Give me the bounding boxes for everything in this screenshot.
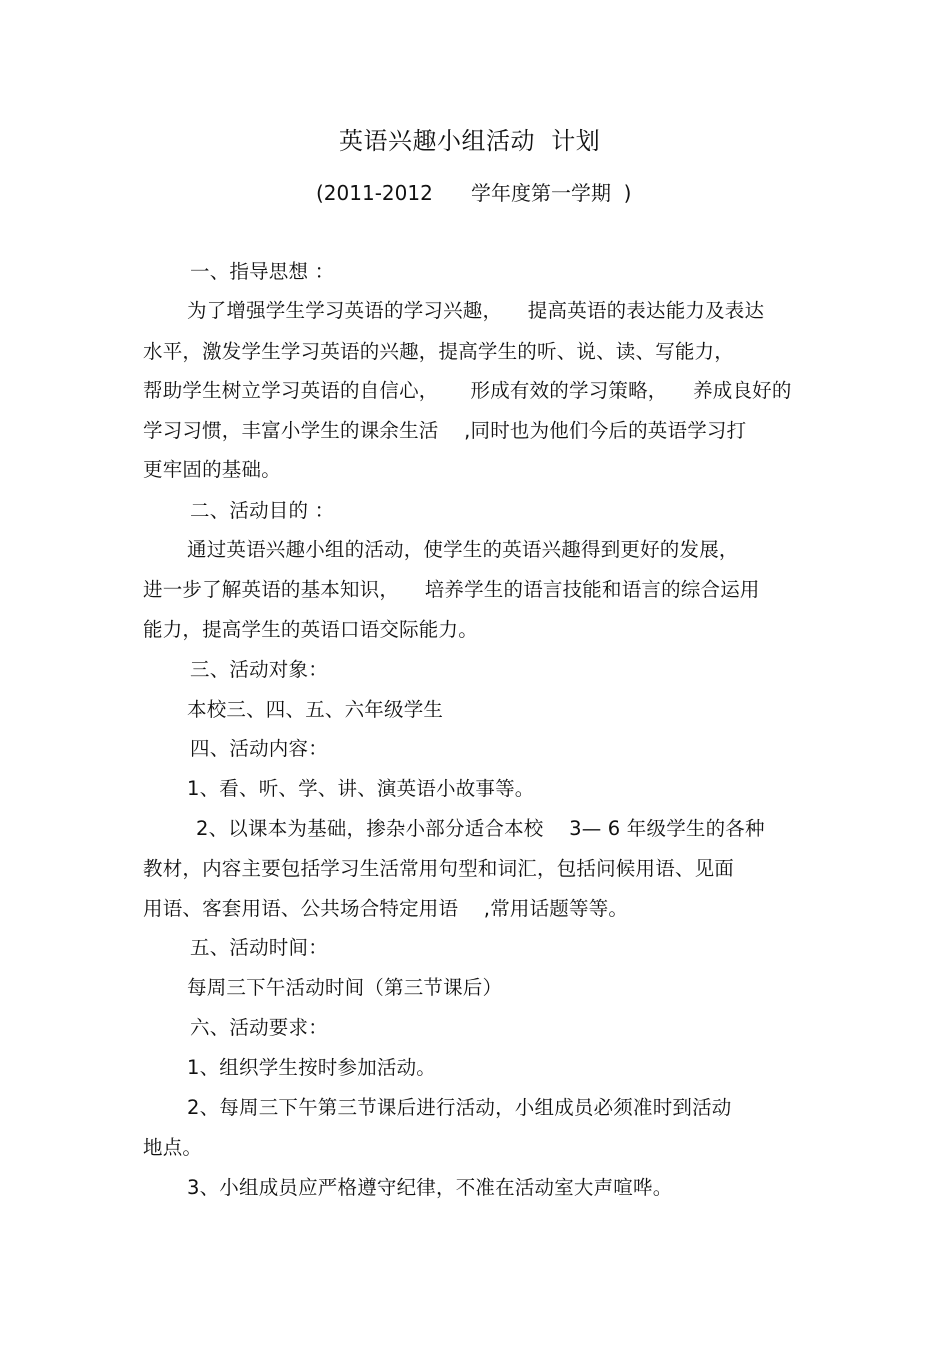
paragraph-line: 更牢固的基础。 bbox=[143, 458, 281, 481]
section-heading-activity-target: 三、活动对象： bbox=[190, 658, 328, 681]
section-heading-activity-time: 五、活动时间： bbox=[190, 936, 328, 959]
section-heading-activity-content: 四、活动内容： bbox=[190, 737, 328, 760]
section-heading-guiding-thought: 一、指导思想 ： bbox=[190, 260, 335, 283]
list-item: 1、看、听、学、讲、演英语小故事等。 bbox=[187, 777, 535, 800]
paragraph-line: 为了增强学生学习英语的学习兴趣， 提高英语的表达能力及表达 bbox=[187, 299, 765, 322]
document-subtitle: (2011-2012 学年度第一学期 ) bbox=[316, 181, 632, 205]
document-title: 英语兴趣小组活动 计划 bbox=[339, 127, 601, 155]
paragraph-line: 通过英语兴趣小组的活动，使学生的英语兴趣得到更好的发展， bbox=[187, 538, 739, 561]
paragraph-line: 进一步了解英语的基本知识， 培养学生的语言技能和语言的综合运用 bbox=[143, 578, 760, 601]
paragraph-line: 帮助学生树立学习英语的自信心， 形成有效的学习策略， 养成良好的 bbox=[143, 379, 792, 402]
list-item: 2、以课本为基础，掺杂小部分适合本校 3— 6 年级学生的各种 bbox=[196, 817, 765, 840]
paragraph-line: 地点。 bbox=[143, 1136, 203, 1159]
paragraph-line: 本校三、四、五、六年级学生 bbox=[187, 698, 444, 721]
paragraph-line: 教材，内容主要包括学习生活常用句型和词汇，包括问候用语、见面 bbox=[143, 857, 735, 880]
list-item: 2、每周三下午第三节课后进行活动，小组成员必须准时到活动 bbox=[187, 1096, 732, 1119]
section-heading-activity-requirements: 六、活动要求： bbox=[190, 1016, 328, 1039]
paragraph-line: 用语、客套用语、公共场合特定用语 ,常用话题等等。 bbox=[143, 897, 629, 920]
paragraph-line: 水平，激发学生学习英语的兴趣，提高学生的听、说、读、写能力， bbox=[143, 340, 735, 363]
paragraph-line: 学习习惯，丰富小学生的课余生活 ,同时也为他们今后的英语学习打 bbox=[143, 419, 747, 442]
list-item: 3、小组成员应严格遵守纪律，不准在活动室大声喧哗。 bbox=[187, 1176, 673, 1199]
list-item: 1、组织学生按时参加活动。 bbox=[187, 1056, 437, 1079]
section-heading-activity-purpose: 二、活动目的 ： bbox=[190, 499, 335, 522]
paragraph-line: 能力，提高学生的英语口语交际能力。 bbox=[143, 618, 478, 641]
paragraph-line: 每周三下午活动时间（第三节课后） bbox=[187, 976, 503, 999]
